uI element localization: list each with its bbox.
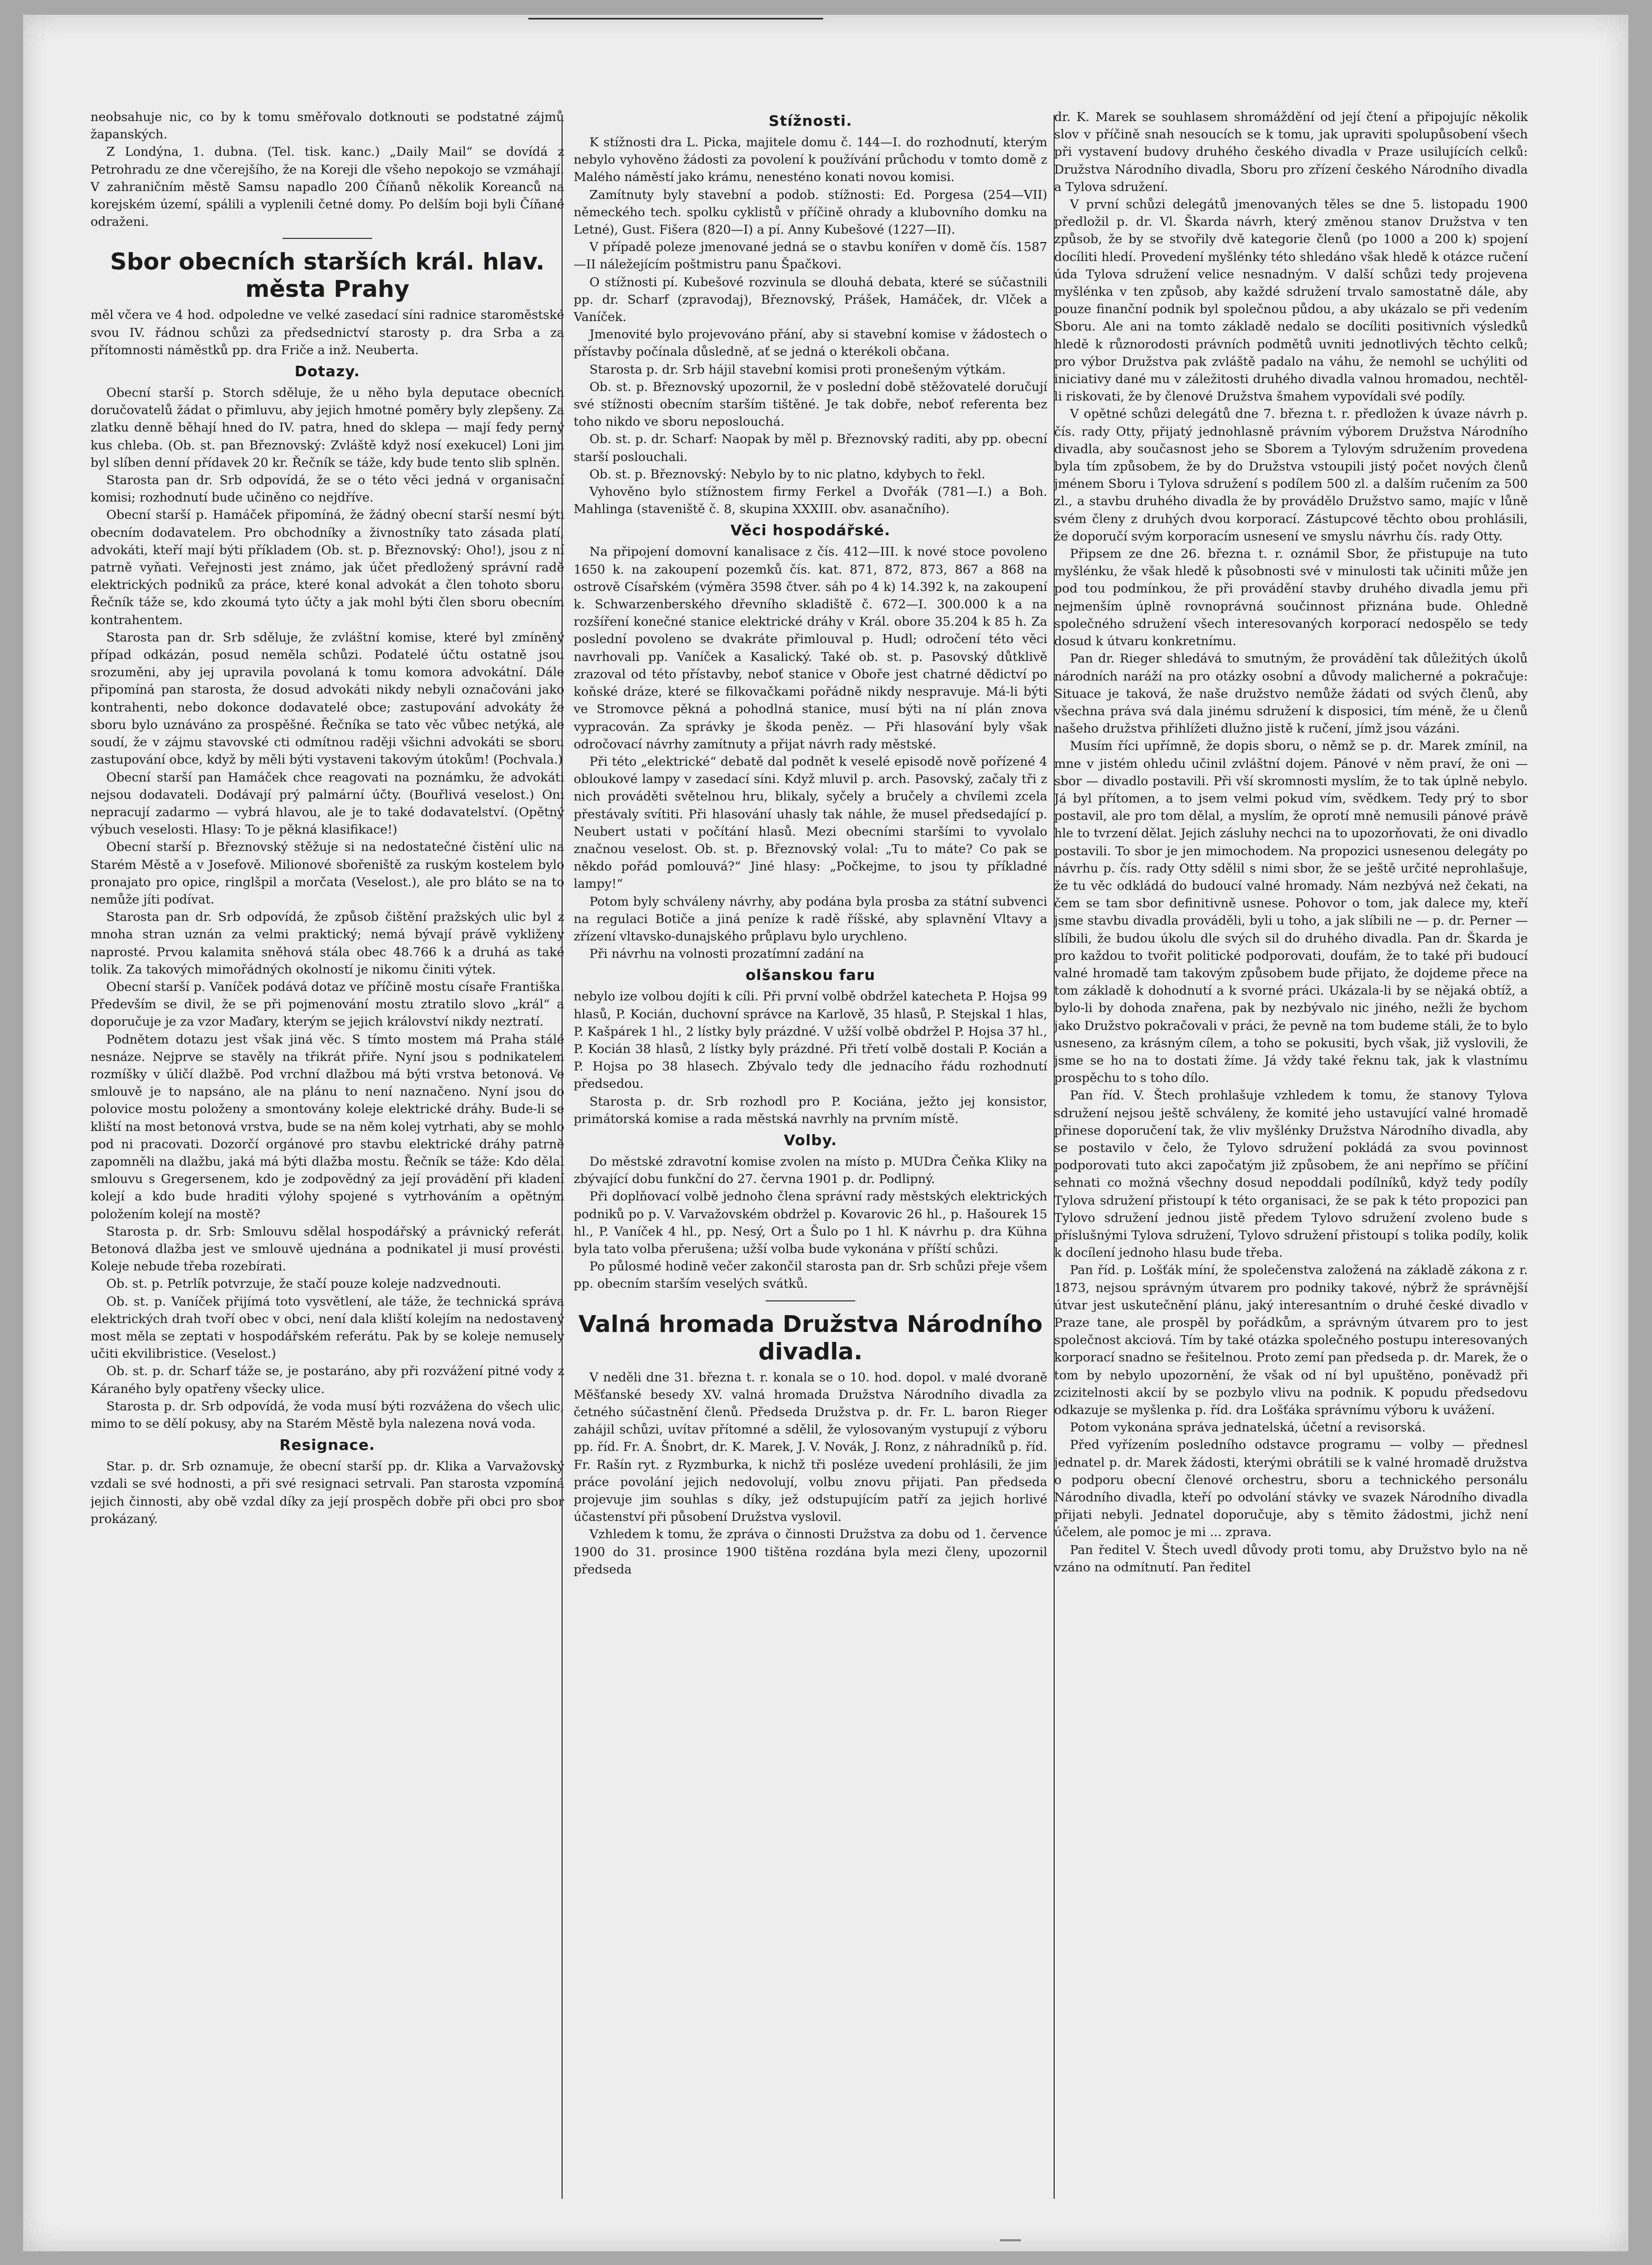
- column-left: [91, 108, 564, 2208]
- paragraph: Do městské zdravotní komise zvolen na místo p. MUDra Čeňka Kliky na zbývající dobu funkční do 27. června 1901 p. dr. Podlipný.: [574, 1154, 1047, 1187]
- paragraph: K stížnosti dra L. Picka, majitele domu č. 144—I. do rozhodnutí, kterým nebylo vyhověno žádosti za povolení k používání průchodu v tomto domě z Malého náměstí jako krámu, nenesténo konati novou komisi.: [574, 135, 1047, 185]
- paragraph: Při návrhu na volnosti prozatímní zadání na: [589, 946, 864, 961]
- column-right: [1054, 108, 1528, 2208]
- paragraph: Obecní starší p. Hamáček připomíná, že žádný obecní starší nesmí býti obecním dodavatelem. Pro obchodníky a živnostníky tato zásada platí, advokáti, kteří mají býti příkladem (Ob. st. p. Březnovský: Oho!), jsou z ní patrně vyňati. Veřejnosti jest známo, jak účet předložený správní radě elektrických podniků za práce, které konal advokát a člen tohoto sboru. Řečník táže se, kdo zkoumá tyto účty a jak mohl býti člen sboru obecním kontrahentem.: [91, 507, 564, 627]
- paragraph: Na připojení domovní kanalisace z čís. 412—III. k nové stoce povoleno 1650 k. na zakoupení pozemků čís. kat. 871, 872, 873, 867 a 868 na ostrově Císařském (výměra 3598 čtver. sáh po 4 k) 14.392 k, na zakoupení k. Schwarzenberského dřevního skladiště č. 672—I. 300.000 k a na rozšíření konečné stanice elektrické dráhy v Král. obore 35.204 k 85 h. Za poslední povoleno se dvakráte přimlouval p. Hudl; odročení této věci navrhovali pp. Vaníček a Kasalický. Také ob. st. p. Pasovský důtklivě zrazoval od této přístavby, neboť stanice v Oboře jest chatrné dědictví po koňské dráze, které se filkovačkami pořádně nikdy nespravuje. Má-li býti ve Stromovce pěkná a pohodlná stanice, musí býti na ní plán znova vypracován. Za správky je škoda peněz. — Při hlasování byly však odročovací návrhy zamítnuty a přijat návrh rady městské.: [574, 544, 1047, 751]
- paragraph: Musím říci upřímně, že dopis sboru, o němž se p. dr. Marek zmínil, na mne v jistém ohledu učinil zvláštní dojem. Pánové v něm praví, že oni — sbor — divadlo postavili. Při vší skromnosti myslím, že to tak úplně nebylo. Já byl přítomen, a to jsem velmi pokud vím, svědkem. Tedy prý to sbor postavil, ale pro tom dělal, a myslím, že oprotí mně nemusili pánové právě hle to tvrzení dělat. Jejich zásluhy nechci na to upozorňovati, že oni divadlo postavili. To sbor je jen mimochodem. Na propozici usnesenou delegáty po návrhu p. čís. rady Otty sdělil s nimi sbor, že se ještě určité neprohlašuje, že tu věc odkládá do budoucí valné hromady. Nám nezbývá než čekati, na čem se tam sbor definitivně usnese. Pohovor o tom, jak dalece my, kteří jsme stavbu divadla prováděli, byli u toho, a jak slíbili ne — p. dr. Perner — slíbili, že budou úkolu dle svých sil do druhého divadla. Pan dr. Škarda je pro každou to tvořit politické podporovati, doufám, že to také při budoucí valné hromadě tam takovým způsobem bude přijato, že dojdeme přece na tom základě k dohodnutí a k svorné práci. Ukázala-li by se nějaká obtíž, a bylo-li by dohoda znařena, pak by nezbývalo nic jiného, nežli že bychom jako Družstvo pokračovali v práci, že pevně na tom budeme stáli, že to bylo usneseno, za krásným cílem, a toho se pokusiti, bych však, již vyslovili, že jsme se ho na to dostati žíme. Já vždy také řeknu tak, jak k vlastnímu prospěchu to s toho dílo.: [1054, 738, 1528, 1086]
- paragraph: Vzhledem k tomu, že zpráva o činnosti Družstva za dobu od 1. července 1900 do 31. prosince 1900 tištěna rozdána byla mezi členy, upozornil předseda: [574, 1527, 1047, 1577]
- section-heading: Dotazy.: [294, 363, 361, 380]
- paragraph: Starosta p. dr. Srb odpovídá, že voda musí býti rozvážena do všech ulic, mimo to se dělí pokusy, aby na Starém Městě byla nalezena nová voda.: [91, 1398, 564, 1431]
- section-heading: Volby.: [784, 1131, 837, 1149]
- section-rule: [766, 1300, 855, 1301]
- paragraph: Při této „elektrické“ debatě dal podnět k veselé episodě nově pořízené 4 obloukové lampy v zasedací síni. Když mluvil p. arch. Pasovský, začaly tři z nich prováděti světelnou hru, blikaly, syčely a bručely a chvílemi zcela přestávaly svítiti. Při hlasování uhasly tak náhle, že musel předsedající p. Neubert ustati v počítání hlasů. Mezi obecními staršími to vyvolalo značnou veselost. Ob. st. p. Březnovský volal: „Tu to máte? Co pak se někdo pořád pomlouvá?“ Jiné hlasy: „Počkejme, to jsou ty příkladné lampy!“: [574, 754, 1047, 891]
- paragraph: nebylo ize volbou dojíti k cíli. Při první volbě obdržel katecheta P. Hojsa 99 hlasů, P. Kocián, duchovní správce na Karlově, 35 hlasů, P. Stejskal 1 hlas, P. Kašpárek 1 hl., 2 lístky byly prázdné. V užší volbě obdržel P. Hojsa 37 hl., P. Kocián 38 hlasů, 2 lístky byly prázdné. Při třetí volbě dostali P. Kocián a P. Hojsa po 38 hlasech. Zbývalo tedy dle jednacího řádu rozhodnutí předsedou.: [574, 989, 1047, 1091]
- paragraph: V první schůzi delegátů jmenovaných těles se dne 5. listopadu 1900 předložil p. dr. Vl. Škarda návrh, který změnou stanov Družstva v ten způsob, že by se stvořily dvě kategorie členů (po 1000 a 200 k) spojení docíliti hledí. Provedení myšlénky této shledáno však hledě k otázce ručení úda Tylova sdružení velice nesnadným. V další schůzi tedy projevena myšlénka v ten způsob, aby každé sdružení trvalo samostatně dále, aby pouze finanční podnik byl společnou půdou, a aby ukázalo se při vedením Sboru. Ale ani na tomto základě nedalo se docíliti positivních výsledků hledě k různorodosti právních podmětů uvniti jednotlivých těchto celků; pro výbor Družstva pak zvláště padalo na váhu, že nemohl se uchýliti od iniciativy dané mu v záležitosti druhého divadla valnou hromadou, nechtěl-li riskovati, že by členové Družstva šmahem vypovídali své podíly.: [1054, 197, 1528, 404]
- section-rule: [283, 238, 372, 239]
- paragraph: Obecní starší p. Vaníček podává dotaz ve příčině mostu císaře Františka. Především se divil, že se při pojmenování mostu ztratilo slovo „král“ a doporučuje je za vzor Maďary, kterým se jejich království nikdy neztratí.: [91, 979, 564, 1029]
- paragraph: měl včera ve 4 hod. odpoledne ve velké zasedací síni radnice staroměstské svou IV. řádnou schůzi za předsednictví starosty p. dra Srba a za přítomnosti náměstků pp. dra Friče a inž. Neuberta.: [91, 307, 564, 357]
- section-heading: Věci hospodářské.: [730, 522, 891, 539]
- paragraph: Ob. st. p. Březnovský: Nebylo by to nic platno, kdybych to řekl.: [589, 466, 986, 482]
- paragraph: Jmenovité bylo projevováno přání, aby si stavební komise v žádostech o přístavby počínala důsledně, ať se jedná o kterékoli občana.: [574, 327, 1047, 359]
- paragraph: Vyhověno bylo stížnostem firmy Ferkel a Dvořák (781—I.) a Boh. Mahlinga (staveniště č. 8, skupina XXXIII. obv. asanačního).: [574, 484, 1047, 517]
- paragraph: Ob. st. p. Březnovský upozornil, že v poslední době stěžovatelé doručují své stížnosti obecním starším tištěné. Je tak dobře, neboť referenta bez toho nikdo ve sboru neposlouchá.: [574, 379, 1047, 429]
- paragraph: Obecní starší p. Storch sděluje, že u něho byla deputace obecních doručovatelů žádat o přimluvu, aby jejich hmotné poměry byly zlepšeny. Za zlatku denně běhají hned do IV. patra, hned do sklepa — mají fedy perný kus chleba. (Ob. st. pan Březnovský: Zvláště když nosí exekucel) Loni jim byl slíben denní přídavek 20 kr. Řečník se táže, kdy bude tento slib splněn.: [91, 385, 564, 470]
- paragraph: V opětné schůzi delegátů dne 7. března t. r. předložen k úvaze návrh p. čís. rady Otty, přijatý jednohlasně právním výborem Družstva Národního divadla, aby současnost jeho se Sborem a Tylovým sdružením provedena byla tím způsobem, že by do Družstva vstoupili jistý počet nových členů jménem Sboru i Tylova sdružení s podílem 500 zl. a dalším ručením za 500 zl., a stavbu druhého divadla že by provádělo Družstvo samo, majíc v lůně svém členy z druhých dvou korporací. Zástupcové těchto obou prohlásili, že doporučí svým korporacím usnesení ve smyslu návrhu čís. rady Otty.: [1054, 406, 1528, 544]
- bottom-mark: [1000, 2239, 1021, 2241]
- section-heading: Resignace.: [279, 1436, 375, 1454]
- paragraph: Ob. st. p. Vaníček přijímá toto vysvětlení, ale táže, že technická správa elektrických drah tvoří obec v obci, není dala kliští kolejím na nedostavený most měla se zeptati v hospodářském referátu. Pak by se koleje nemusely učiti ekvilibristice. (Veselost.): [91, 1294, 564, 1361]
- article-headline: Valná hromada Družstva Národního divadla.: [578, 1310, 1043, 1365]
- paragraph: Ob. st. p. dr. Scharf: Naopak by měl p. Březnovský raditi, aby pp. obecní starší poslouchali.: [574, 432, 1047, 464]
- paragraph: Starosta p. dr. Srb hájil stavební komisi proti pronešeným výtkám.: [589, 362, 1006, 377]
- paragraph: Připsem ze dne 26. března t. r. oznámil Sbor, že přistupuje na tuto myšlénku, že však hledě k působnosti své v minulosti tak učiniti může jen pod tou podmínkou, že při provádění stavby druhého divadla jemu při nejmenším úplně rovnoprávná součinnost přiznána bude. Ohledně společného sdružení všech interesovaných korporací nedospělo se tedy dosud k útvaru konkretnímu.: [1054, 546, 1528, 649]
- paragraph: V neděli dne 31. března t. r. konala se o 10. hod. dopol. v malé dvoraně Měšťanské besedy XV. valná hromada Družstva Národního divadla za četného súčastnění členů. Předseda Družstva p. dr. Fr. L. baron Rieger zahájil schůzi, uvítav přítomné a sdělil, že vylosovaným vystupují z výboru pp. říd. Fr. A. Šnobrt, dr. K. Marek, J. V. Novák, J. Ronz, z náhradníků p. říd. Fr. Rašín ryt. z Ryzmburka, k nichž tři posléze uvedení prohlásili, že jim práce povolání jejich nedovolují, volbu znovu přijati. Pan předseda projevuje jim souhlas s díky, jež odstupujícím patří za jejich horlivé účastenství při působení Družstva vyslovil.: [574, 1369, 1047, 1525]
- paragraph: Ob. st. p. dr. Scharf táže se, je postaráno, aby při rozvážení pitné vody z Káraného byly opatřeny všecky ulice.: [91, 1364, 564, 1396]
- paragraph: O stížnosti pí. Kubešové rozvinula se dlouhá debata, které se súčastnili pp. dr. Scharf (zpravodaj), Březnovský, Prášek, Hamáček, dr. Vlček a Vaníček.: [574, 274, 1047, 325]
- paragraph: Ob. st. p. Petrlík potvrzuje, že stačí pouze koleje nadzvednouti.: [106, 1276, 502, 1291]
- paragraph: Star. p. dr. Srb oznamuje, že obecní starší pp. dr. Klika a Varvažovský vzdali se své hodnosti, a při své resignaci setrvali. Pan starosta vzpomíná jejich činnosti, aby obě vzdal díky za její prospěch dobře při obci pro sbor prokázaný.: [91, 1459, 564, 1526]
- section-heading: olšanskou faru: [745, 966, 876, 984]
- paragraph: Pan říd. V. Štech prohlašuje vzhledem k tomu, že stanovy Tylova sdružení nejsou ještě schváleny, že komité jeho ustavující valné hromadě přinese doporučení tak, že vliv myšlénky Družstva Národního divadla, aby se postavilo v čelo, že Tylovo sdružení pokládá za svou povinnost podporovati tuto akci započatým již způsobem, že ani nepřímo se příčiní sehnati co možná všechny dosud nepoddali podílníků, když tedy podíly Tylova sdružení přistoupí k této organisaci, že se pak k této propozici pan Tylovo sdružení jednou jistě předem Tylovo sdružení zvoleno bude s příslušnými Tylova sdružení, Tylovo sdružení přistoupí s tolika podíly, kolik k docílení jednoho hlasu bude třeba.: [1054, 1088, 1528, 1260]
- paragraph: Z Londýna, 1. dubna. (Tel. tisk. kanc.) „Daily Mail“ se dovídá z Petrohradu ze dne včerejšího, že na Koreji dle všeho nepokojo se vzmáhají. V zahraničním městě Samsu napadlo 200 Číňanů několik Koreanců na korejském území, spálili a vyplenili četné domy. Po delším boji byli Číňané odraženi.: [91, 144, 564, 229]
- paragraph: Starosta pan dr. Srb odpovídá, že způsob čištění pražských ulic byl z mnoha stran uznán za velmi praktický; nemá bývají právě vykliženy naprosté. Prvou kalamita sněhová stála obec 48.766 k a druhá as také tolik. Za takových mimořádných okolností je nikomu činiti výtek.: [91, 909, 564, 977]
- paragraph: Starosta pan dr. Srb odpovídá, že se o této věci jedná v organisační komisi; rozhodnutí bude učiněno co nejdříve.: [91, 473, 564, 505]
- paragraph: Potom byly schváleny návrhy, aby podána byla prosba za státní subvenci na regulaci Botiče a jiná peníze k radě říšské, aby splavnění Vltavy a zřízení vltavsko-dunajského průplavu bylo urychleno.: [574, 894, 1047, 944]
- paragraph: Potom vykonána správa jednatelská, účetní a revisorská.: [1070, 1420, 1426, 1435]
- section-heading: Stížnosti.: [768, 112, 853, 129]
- article-headline: Sbor obecních starších král. hlav. města Prahy: [110, 248, 545, 303]
- paragraph: dr. K. Marek se souhlasem shromáždění od její čtení a připojujíc několik slov v příčině snah nesoucích se k tomu, jak upraviti spolupůsobení všech při vystavení budovy druhého českého divadla v Praze usilujících celků: Družstva Národního divadla, Sboru pro zřízení českého Národního divadla a Tylova sdružení.: [1054, 109, 1528, 194]
- top-rule: [528, 18, 823, 19]
- paragraph: Obecní starší p. Březnovský stěžuje si na nedostatečné čistění ulic na Starém Městě a v Josefově. Milionové sbořeniště za ruským kostelem bylo pronajato pro opice, ringlšpil a morčata (Veselost.), ale pro bláto se na to nemůže jíti podívat.: [91, 839, 564, 907]
- paragraph: Starosta p. dr. Srb rozhodl pro P. Kociána, ježto jej konsistor, primátorská komise a rada městská navrhly na prvním místě.: [574, 1094, 1047, 1126]
- paragraph: Pan ředitel V. Štech uvedl důvody proti tomu, aby Družstvo bylo na ně vzáno na odmítnutí. Pan ředitel: [1054, 1542, 1528, 1575]
- paragraph: Obecní starší pan Hamáček chce reagovati na poznámku, že advokáti nejsou dodavateli. Dodávají prý palmární účty. (Bouřlivá veselost.) Oni nepracují zadarmo — vybrá hlavou, ale je to také dodavatelství. (Opětný výbuch veselosti. Hlasy: To je pěkná klasifikace!): [91, 769, 564, 837]
- paragraph: Zamítnuty byly stavební a podob. stížnosti: Ed. Porgesa (254—VII) německého tech. spolku cyklistů v příčině ohrady a klubovního domku na Letné), Gust. Fišera (820—I) a pí. Anny Kubešové (1227—II).: [574, 187, 1047, 237]
- paragraph: neobsahuje nic, co by k tomu směřovalo dotknouti se podstatné zájmů žapanských.: [91, 109, 564, 142]
- paragraph: Při doplňovací volbě jednoho člena správní rady městských elektrických podniků po p. V. Varvažovském obdržel p. Kovarovic 26 hl., p. Hašourek 15 hl., P. Vaníček 4 hl., pp. Nesý, Ort a Šulo po 1 hl. K návrhu p. dra Kühna byla tato volba přerušena; užší volba bude vykonána v příští schůzi.: [574, 1189, 1047, 1256]
- paragraph: V případě poleze jmenované jedná se o stavbu konířen v domě čís. 1587—II náležejícím poštmistru panu Špačkovi.: [574, 239, 1047, 272]
- paragraph: Po půlosmé hodině večer zakončil starosta pan dr. Srb schůzi přeje všem pp. obecním starším veselých svátků.: [574, 1259, 1047, 1291]
- column-middle: [574, 108, 1047, 2208]
- paragraph: Před vyřízením posledního odstavce programu — volby — přednesl jednatel p. dr. Marek žádosti, kterými obrátili se k valné hromadě družstva o podporu obecní členové orchestru, sboru a technického personálu Národního divadla, kteří po odvolání stávky ve svazek Národního divadla přijati nebyli. Jednatel doporučuje, aby s těmito žádostmi, jichž není účelem, ale pomoc je mi ... zprava.: [1054, 1437, 1528, 1540]
- paragraph: Starosta p. dr. Srb: Smlouvu sdělal hospodářský a právnický referát. Betonová dlažba jest ve smlouvě ujednána a podnikatel ji musí provésti. Koleje nebude třeba rozebírati.: [91, 1224, 564, 1274]
- paragraph: Starosta pan dr. Srb sděluje, že zvláštní komise, které byl zmíněný případ odkázán, posud neměla schůzi. Podatelé účtu ostatně jsou srozuměni, aby jej upravila povolaná k tomu komora advokátní. Dále připomíná pan starosta, že dosud advokáti nikdy nebyli označováni jako kontrahenti, nebo dokonce dodavatelé obce; zastupování advokáty že sboru bylo uznáváno za prospěšné. Řečníka se tato věc vůbec netýká, ale soudí, že v zájmu stavovské cti odmítnou raději všichni advokáti se sboru zastupování obce, když by měli býti vystaveni takovým útokům! (Pochvala.): [91, 629, 564, 767]
- paragraph: Pan říd. p. Lošťák míní, že společenstva založená na základě zákona z r. 1873, nejsou správným útvarem pro podniky takové, nýbrž že správnější útvar jest uskutečnění plánu, jaký interesantním o druhé české divadlo v Praze tane, ale prospěl by pořádkům, a správným útvarem pro to jest společnost akciová. Tím by také otázka společného postupu interesovaných korporací snadno se řešitelnou. Proto zemí pan předseda p. dr. Marek, že o tom by nebylo upozornění, že však od ní byl upuštěno, poněvadž při zcizitelnosti akcií by se pozbylo vlivu na podnik. K popudu předsedovu odkazuje se myšlenka p. říd. dra Lošťáka správnímu výboru k uvážení.: [1054, 1262, 1528, 1418]
- paragraph: Pan dr. Rieger shledává to smutným, že provádění tak důležitých úkolů národních naráží na pro otázky osobní a důvody malicherné a pokračuje: Situace je taková, že naše družstvo nemůže žádati od svých členů, aby všechna práva svá dala jinému sdružení k disposici, tím méně, že u členů našeho družstva přihlížeti dlužno jistě k ručení, jímž jsou vázáni.: [1054, 651, 1528, 736]
- paragraph: Podnětem dotazu jest však jiná věc. S tímto mostem má Praha stálé nesnáze. Nejprve se stavěly na třikrát přiře. Nyní jsou s podnikatelem rozmíšky v úličí dlažbě. Pod vrchní dlažbou má býti vrstva betonová. Ve smlouvě je to napsáno, ale na plánu to není naznačeno. Nyní jsou do polovice mostu položeny a smontovány koleje elektrické dráhy. Bude-li se kliští na most betonová vrstva, bude se na něm kolej vytrhati, aby se mohlo pod ni pracovati. Dozorčí orgánové pro stavbu elektrické dráhy patrně zapomněli na dlažbu, jaká má býti dlažba mostu. Řečník se táže: Kdo dělal smlouvu s Gregersenem, kdo je zodpovědný za její provádění při kladení kolejí a kdo bude hraditi výlohy spojené s vytrhováním a opětným položením kolejí na mostě?: [91, 1031, 564, 1221]
